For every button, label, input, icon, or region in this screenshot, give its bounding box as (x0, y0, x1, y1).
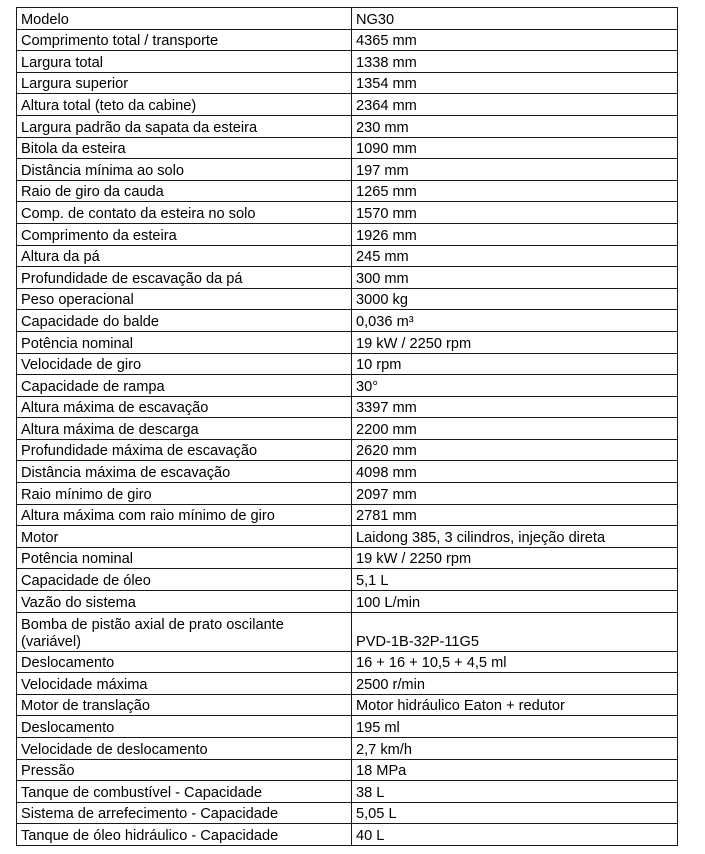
spec-label-cell: Profundidade de escavação da pá (17, 267, 352, 289)
spec-label-cell: Bomba de pistão axial de prato oscilante (variável) (17, 612, 352, 651)
spec-value-cell: 4365 mm (352, 29, 678, 51)
table-row (17, 504, 678, 526)
table-row (17, 8, 678, 30)
spec-value-cell: 197 mm (352, 159, 678, 181)
spec-label-cell: Deslocamento (17, 716, 352, 738)
spec-value-cell: 2097 mm (352, 483, 678, 505)
table-row (17, 461, 678, 483)
table-row (17, 824, 678, 846)
specifications-table-body (17, 8, 678, 846)
spec-value-cell: Laidong 385, 3 cilindros, injeção direta (352, 526, 678, 548)
spec-value-cell: Motor hidráulico Eaton + redutor (352, 694, 678, 716)
table-row (17, 396, 678, 418)
spec-value-cell: 2200 mm (352, 418, 678, 440)
spec-label-cell: Velocidade máxima (17, 673, 352, 695)
spec-label-cell: Potência nominal (17, 331, 352, 353)
spec-value-cell: 300 mm (352, 267, 678, 289)
spec-value-cell: 2781 mm (352, 504, 678, 526)
spec-value-cell: 5,05 L (352, 802, 678, 824)
spec-label-cell: Tanque de combustível - Capacidade (17, 781, 352, 803)
spec-value-cell: 3397 mm (352, 396, 678, 418)
spec-value-cell: 1265 mm (352, 180, 678, 202)
table-row (17, 159, 678, 181)
spec-label-cell: Distância mínima ao solo (17, 159, 352, 181)
spec-value-cell: 1338 mm (352, 51, 678, 73)
spec-label-cell: Pressão (17, 759, 352, 781)
spec-value-cell: 0,036 m³ (352, 310, 678, 332)
table-row (17, 331, 678, 353)
spec-value-cell: 40 L (352, 824, 678, 846)
spec-label-cell: Capacidade de óleo (17, 569, 352, 591)
spec-label-cell: Potência nominal (17, 547, 352, 569)
spec-label-cell: Peso operacional (17, 288, 352, 310)
spec-label-cell: Capacidade de rampa (17, 375, 352, 397)
table-row (17, 651, 678, 673)
spec-value-cell: 38 L (352, 781, 678, 803)
table-row (17, 267, 678, 289)
spec-value-cell: 1354 mm (352, 72, 678, 94)
spec-label-cell: Distância máxima de escavação (17, 461, 352, 483)
table-row (17, 802, 678, 824)
spec-label-cell: Vazão do sistema (17, 591, 352, 613)
spec-value-cell: 19 kW / 2250 rpm (352, 331, 678, 353)
table-row (17, 202, 678, 224)
table-row (17, 288, 678, 310)
table-row (17, 51, 678, 73)
spec-label-cell: Motor (17, 526, 352, 548)
table-row (17, 738, 678, 760)
table-row (17, 591, 678, 613)
spec-value-cell: 18 MPa (352, 759, 678, 781)
spec-value-cell: 1570 mm (352, 202, 678, 224)
spec-label-cell: Comprimento da esteira (17, 223, 352, 245)
spec-label-cell: Profundidade máxima de escavação (17, 439, 352, 461)
table-row (17, 375, 678, 397)
spec-value-cell: 2364 mm (352, 94, 678, 116)
spec-label-cell: Bitola da esteira (17, 137, 352, 159)
table-row (17, 439, 678, 461)
spec-label-cell: Altura da pá (17, 245, 352, 267)
table-row (17, 569, 678, 591)
spec-label-cell: Altura total (teto da cabine) (17, 94, 352, 116)
table-row (17, 72, 678, 94)
table-row (17, 547, 678, 569)
spec-label-cell: Velocidade de deslocamento (17, 738, 352, 760)
table-row (17, 353, 678, 375)
table-row (17, 612, 678, 651)
spec-value-cell: 230 mm (352, 115, 678, 137)
table-row (17, 137, 678, 159)
spec-label-cell: Raio mínimo de giro (17, 483, 352, 505)
table-row (17, 94, 678, 116)
spec-label-cell: Velocidade de giro (17, 353, 352, 375)
spec-label-cell: Largura total (17, 51, 352, 73)
table-row (17, 245, 678, 267)
spec-value-cell: 19 kW / 2250 rpm (352, 547, 678, 569)
table-row (17, 716, 678, 738)
table-row (17, 694, 678, 716)
table-row (17, 483, 678, 505)
spec-value-cell: NG30 (352, 8, 678, 30)
spec-value-cell: 1926 mm (352, 223, 678, 245)
spec-label-cell: Largura padrão da sapata da esteira (17, 115, 352, 137)
spec-label-cell: Raio de giro da cauda (17, 180, 352, 202)
specifications-table (16, 7, 678, 846)
table-row (17, 759, 678, 781)
table-row (17, 223, 678, 245)
spec-label-cell: Altura máxima de escavação (17, 396, 352, 418)
spec-label-cell: Altura máxima de descarga (17, 418, 352, 440)
spec-value-cell: 245 mm (352, 245, 678, 267)
table-row (17, 115, 678, 137)
spec-value-cell: 5,1 L (352, 569, 678, 591)
spec-value-cell: 4098 mm (352, 461, 678, 483)
spec-value-cell: 100 L/min (352, 591, 678, 613)
table-row (17, 418, 678, 440)
spec-label-cell: Tanque de óleo hidráulico - Capacidade (17, 824, 352, 846)
spec-value-cell: 2620 mm (352, 439, 678, 461)
spec-value-cell: 2500 r/min (352, 673, 678, 695)
spec-label-cell: Comp. de contato da esteira no solo (17, 202, 352, 224)
spec-value-cell: 1090 mm (352, 137, 678, 159)
table-row (17, 781, 678, 803)
spec-label-cell: Modelo (17, 8, 352, 30)
spec-value-cell: 10 rpm (352, 353, 678, 375)
table-row (17, 310, 678, 332)
table-row (17, 29, 678, 51)
spec-value-cell: 3000 kg (352, 288, 678, 310)
spec-label-cell: Largura superior (17, 72, 352, 94)
spec-value-cell: 2,7 km/h (352, 738, 678, 760)
spec-value-cell: 16 + 16 + 10,5 + 4,5 ml (352, 651, 678, 673)
spec-value-cell: 30° (352, 375, 678, 397)
spec-label-cell: Sistema de arrefecimento - Capacidade (17, 802, 352, 824)
spec-label-cell: Motor de translação (17, 694, 352, 716)
spec-label-cell: Comprimento total / transporte (17, 29, 352, 51)
spec-value-cell: 195 ml (352, 716, 678, 738)
spec-label-cell: Altura máxima com raio mínimo de giro (17, 504, 352, 526)
spec-label-cell: Deslocamento (17, 651, 352, 673)
table-row (17, 180, 678, 202)
table-row (17, 673, 678, 695)
spec-label-cell: Capacidade do balde (17, 310, 352, 332)
spec-value-cell: PVD-1B-32P-11G5 (352, 612, 678, 651)
table-row (17, 526, 678, 548)
